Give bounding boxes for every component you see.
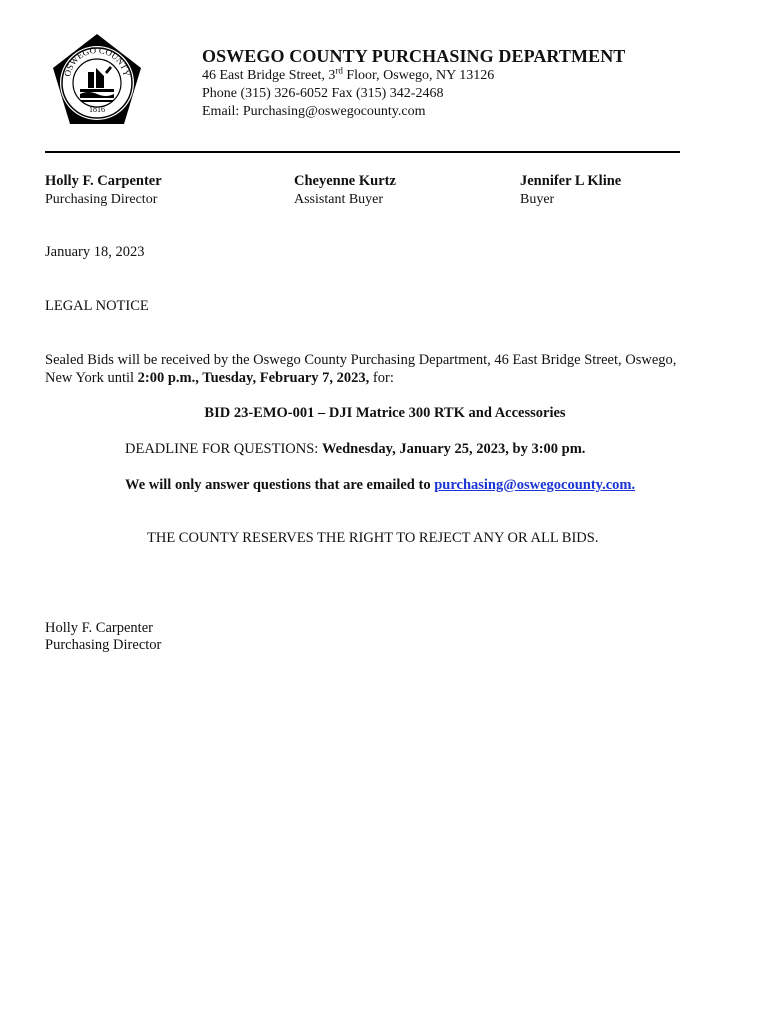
purchasing-email-link[interactable]: purchasing@oswegocounty.com. — [434, 477, 636, 493]
staff-name: Cheyenne Kurtz — [294, 173, 396, 189]
staff-member — [45, 173, 162, 208]
staff-name: Holly F. Carpenter — [45, 173, 162, 189]
signature-name: Holly F. Carpenter — [45, 620, 153, 636]
notice-paragraph-line-1: Sealed Bids will be received by the Oswego County Purchasing Department, 46 East Bridge Street, Oswego, — [45, 352, 677, 368]
staff-name: Jennifer L Kline — [520, 173, 622, 189]
notice-heading: LEGAL NOTICE — [45, 298, 149, 314]
staff-title: Buyer — [520, 192, 555, 207]
staff-title: Assistant Buyer — [294, 192, 384, 207]
questions-instruction: We will only answer questions that are emailed to purchasing@oswegocounty.com. — [125, 477, 636, 493]
department-phone-fax: Phone (315) 326-6052 Fax (315) 342-2468 — [202, 86, 444, 101]
letter-date: January 18, 2023 — [45, 244, 145, 260]
signature-title: Purchasing Director — [45, 637, 162, 653]
staff-member — [520, 173, 621, 208]
seal-year: 1816 — [89, 105, 105, 114]
staff-member — [294, 173, 396, 208]
department-address: 46 East Bridge Street, 3rd Floor, Oswego, NY 13126 — [202, 65, 495, 83]
county-seal-logo — [50, 32, 144, 128]
questions-deadline: DEADLINE FOR QUESTIONS: Wednesday, January 25, 2023, by 3:00 pm. — [125, 441, 586, 457]
department-email: Email: Purchasing@oswegocounty.com — [202, 104, 426, 119]
staff-title: Purchasing Director — [45, 192, 158, 207]
department-title: OSWEGO COUNTY PURCHASING DEPARTMENT — [202, 46, 626, 66]
notice-paragraph-line-2: New York until 2:00 p.m., Tuesday, February 7, 2023, for: — [45, 370, 394, 386]
bid-title: BID 23-EMO-001 – DJI Matrice 300 RTK and Accessories — [204, 405, 566, 421]
header-divider — [45, 151, 680, 153]
seal-arc-text: OSWEGO COUNTY — [62, 44, 132, 78]
reserve-rights-notice: THE COUNTY RESERVES THE RIGHT TO REJECT ANY OR ALL BIDS. — [147, 530, 599, 546]
